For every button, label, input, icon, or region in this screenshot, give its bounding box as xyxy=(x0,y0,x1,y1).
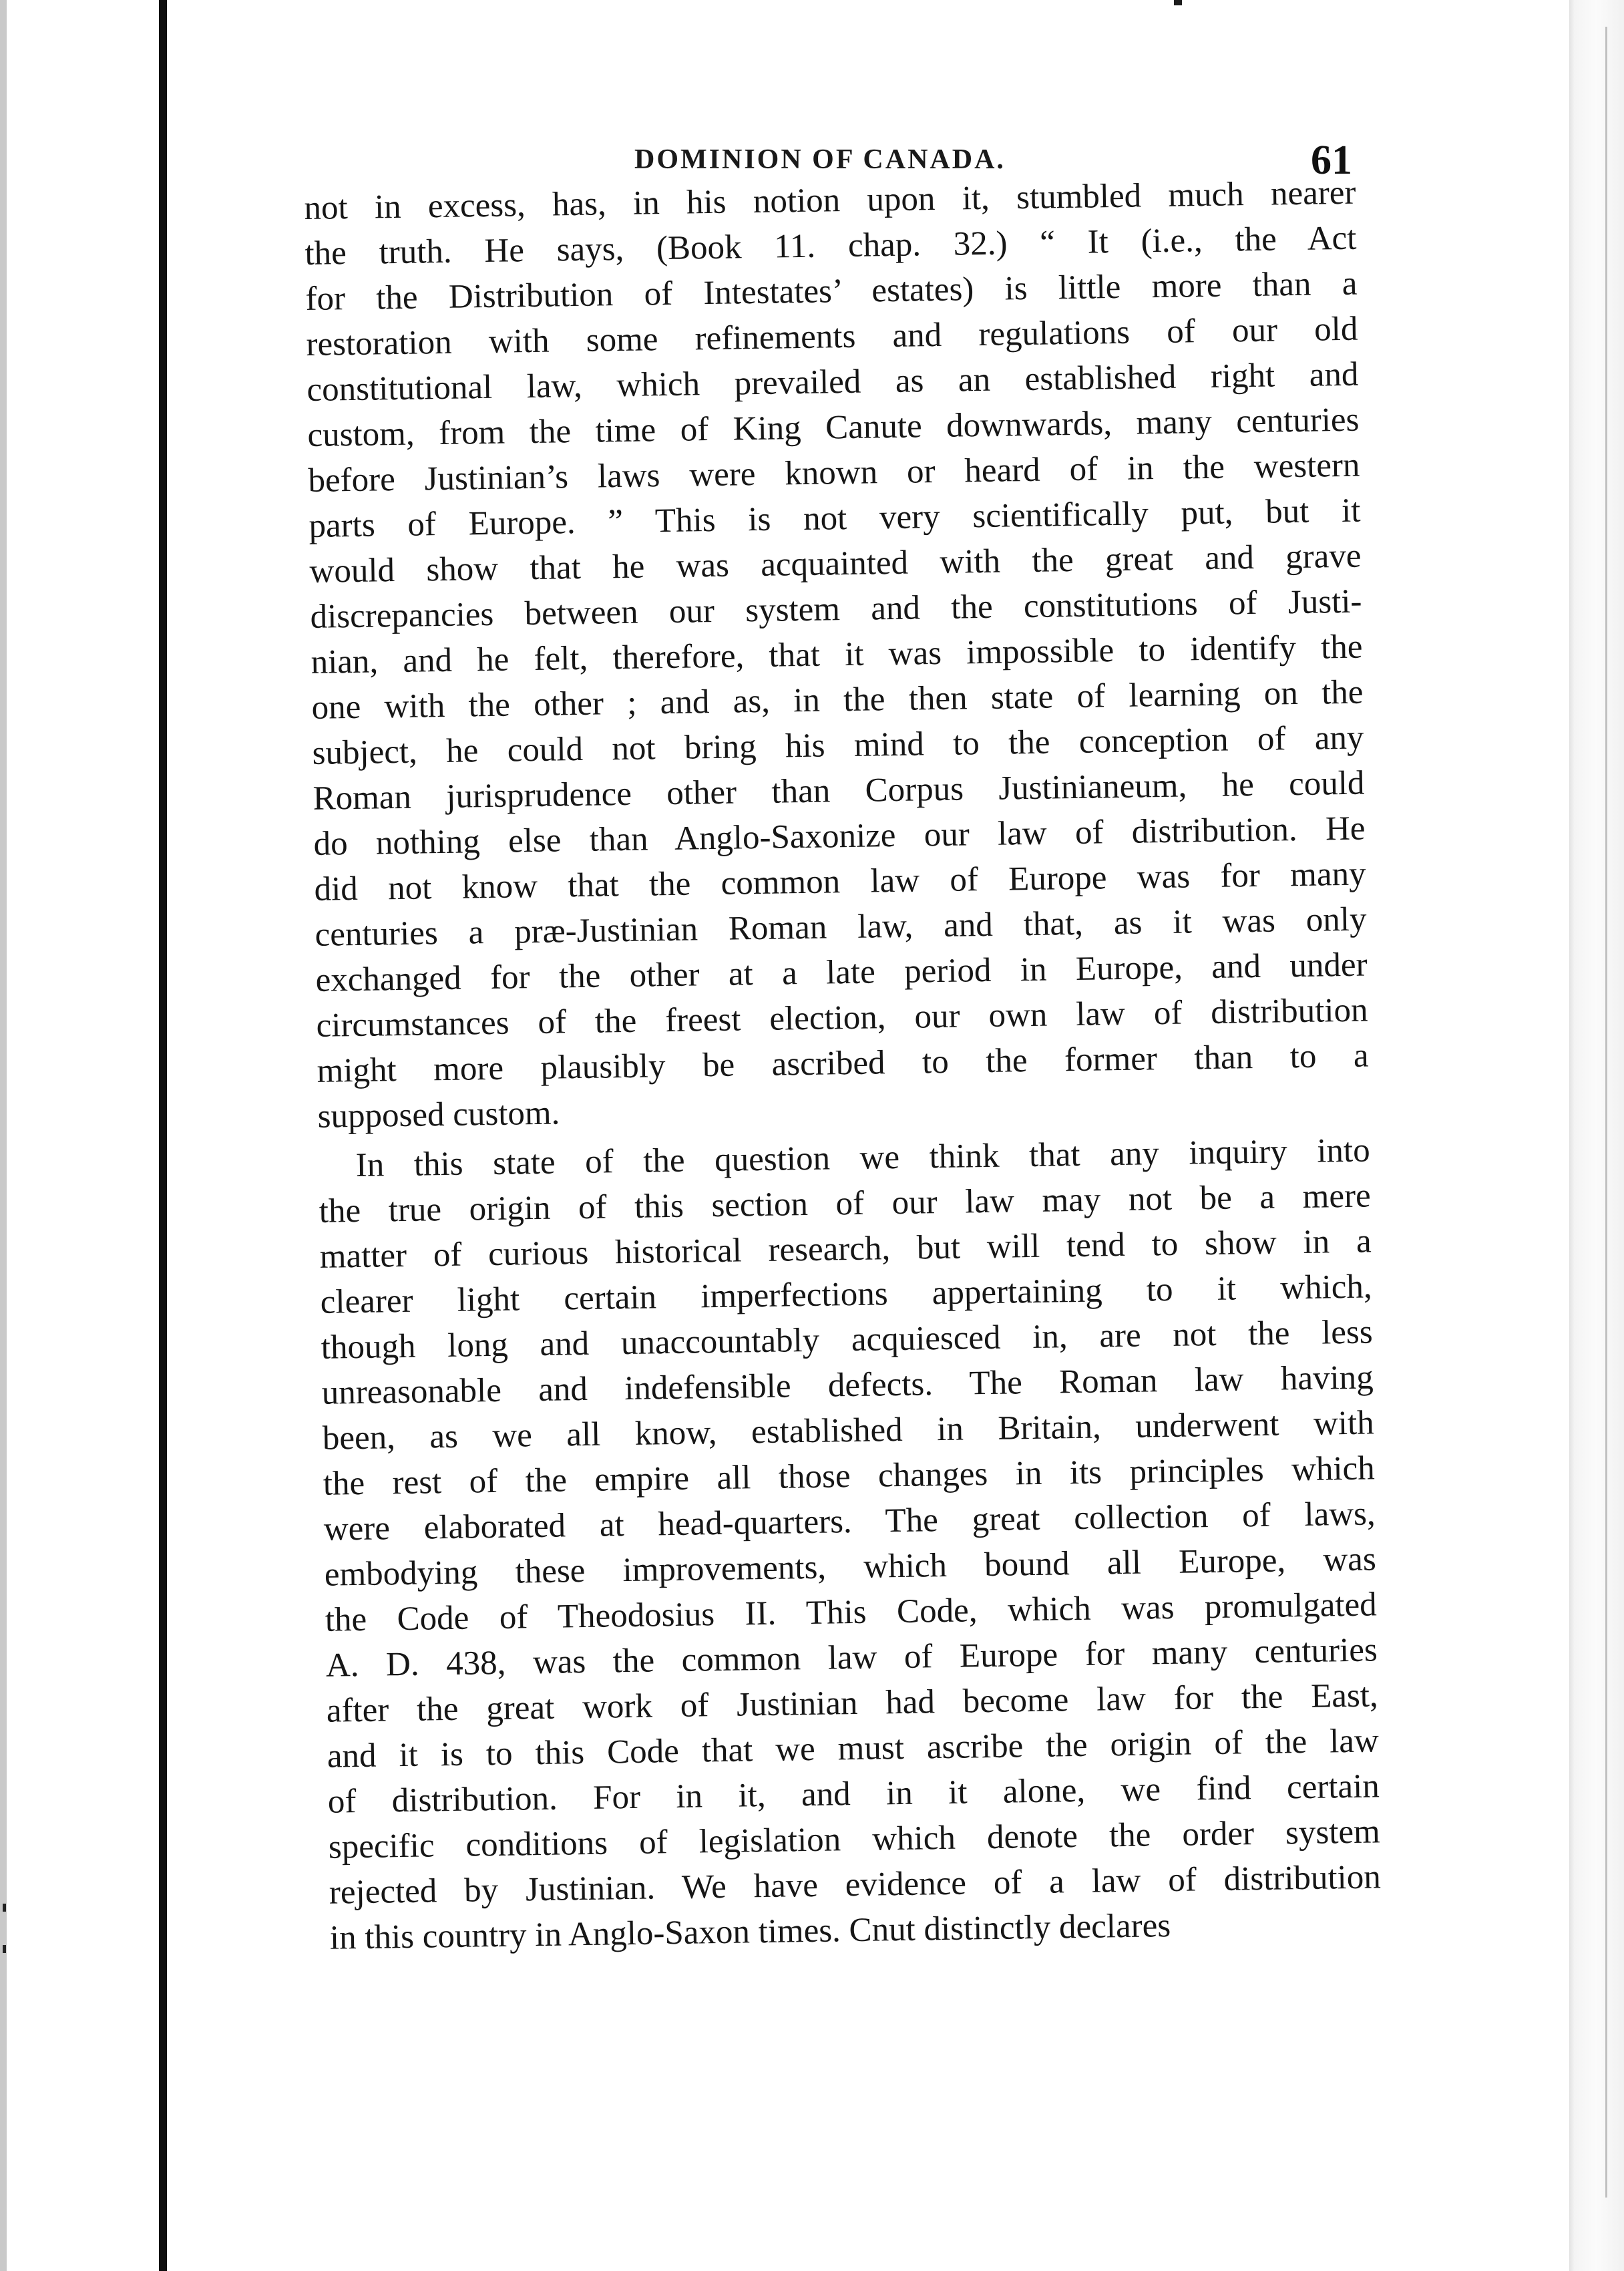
text-line: Roman jurisprudence other than Corpus Justinianeum, he could xyxy=(313,764,1365,818)
scan-top-mark xyxy=(1174,0,1182,5)
text-line: matter of curious historical research, but will tend to show in a xyxy=(319,1222,1372,1276)
text-line: would show that he was acquainted with the great and grave xyxy=(309,537,1362,590)
text-line: In this state of the question we think that any inquiry into xyxy=(355,1131,1371,1185)
scan-right-rule xyxy=(1605,27,1607,2198)
text-line: exchanged for the other at a late period in Europe, and under xyxy=(315,946,1368,999)
scan-right-shadow xyxy=(1569,0,1624,2271)
text-line: after the great work of Justinian had become law for the East, xyxy=(326,1677,1379,1730)
scan-speck xyxy=(3,1904,6,1912)
scan-left-edge xyxy=(0,0,7,2271)
text-line: not in excess, has, in his notion upon it, stumbled much nearer xyxy=(304,174,1356,227)
body-text xyxy=(304,170,1385,2190)
text-line: in this country in Anglo-Saxon times. Cnut distinctly declares xyxy=(329,1907,1171,1957)
text-line: circumstances of the freest election, our own law of distribution xyxy=(316,991,1368,1045)
book-gutter-line xyxy=(159,0,167,2271)
text-line: parts of Europe. ” This is not very scientifically put, but it xyxy=(309,492,1361,545)
text-line: one with the other ; and as, in the then state of learning on the xyxy=(311,673,1364,727)
text-line: rejected by Justinian. We have evidence of a law of distribution xyxy=(329,1858,1382,1912)
text-line: were elaborated at head-quarters. The great collection of laws, xyxy=(323,1495,1376,1548)
text-line: though long and unaccountably acquiesced in, are not the less xyxy=(321,1313,1374,1367)
text-line: been, as we all know, established in Britain, underwent with xyxy=(322,1404,1375,1457)
scan-speck xyxy=(3,1945,6,1953)
text-line: before Justinian’s laws were known or heard of in the western xyxy=(308,446,1360,500)
page-number: 61 xyxy=(1311,138,1352,183)
paragraph xyxy=(304,170,1370,1140)
text-line: restoration with some refinements and regulations of our old xyxy=(306,310,1358,363)
text-line: subject, he could not bring his mind to the conception of any xyxy=(312,719,1364,772)
text-line: A. D. 438, was the common law of Europe for many centuries xyxy=(325,1631,1378,1685)
text-line: for the Distribution of Intestates’ estates) is little more than a xyxy=(305,265,1358,318)
text-line: did not know that the common law of Europe was for many xyxy=(314,855,1366,908)
text-line: constitutional law, which prevailed as an established right and xyxy=(307,355,1359,409)
text-line: discrepancies between our system and the constitutions of Justi- xyxy=(310,582,1362,636)
text-line: the truth. He says, (Book 11. chap. 32.) “ It (i.e., the Act xyxy=(304,219,1357,273)
text-line: do nothing else than Anglo-Saxonize our law of distribution. He xyxy=(313,810,1366,863)
text-line: of distribution. For in it, and in it alone, we find certain xyxy=(327,1767,1380,1821)
paragraph xyxy=(318,1127,1382,1960)
text-line: clearer light certain imperfections appertaining to it which, xyxy=(320,1268,1373,1321)
text-line: specific conditions of legislation which denote the order system xyxy=(328,1813,1381,1866)
text-line: the true origin of this section of our law may not be a mere xyxy=(319,1177,1372,1230)
text-line: custom, from the time of King Canute downwards, many centuries xyxy=(307,401,1360,454)
text-line: the Code of Theodosius II. This Code, which was promulgated xyxy=(325,1586,1378,1639)
text-line: centuries a præ-Justinian Roman law, and that, as it was only xyxy=(315,900,1367,954)
text-line: supposed custom. xyxy=(317,1094,560,1136)
running-head: DOMINION OF CANADA. xyxy=(634,144,1006,175)
text-line: the rest of the empire all those changes in its principles which xyxy=(323,1449,1376,1503)
text-line: nian, and he felt, therefore, that it was impossible to identify the xyxy=(311,628,1363,681)
text-line: unreasonable and indefensible defects. The Roman law having xyxy=(321,1359,1374,1412)
text-line: might more plausibly be ascribed to the former than to a xyxy=(317,1037,1369,1090)
text-line: and it is to this Code that we must ascribe the origin of the law xyxy=(327,1722,1380,1775)
text-line: embodying these improvements, which bound all Europe, was xyxy=(324,1540,1377,1594)
